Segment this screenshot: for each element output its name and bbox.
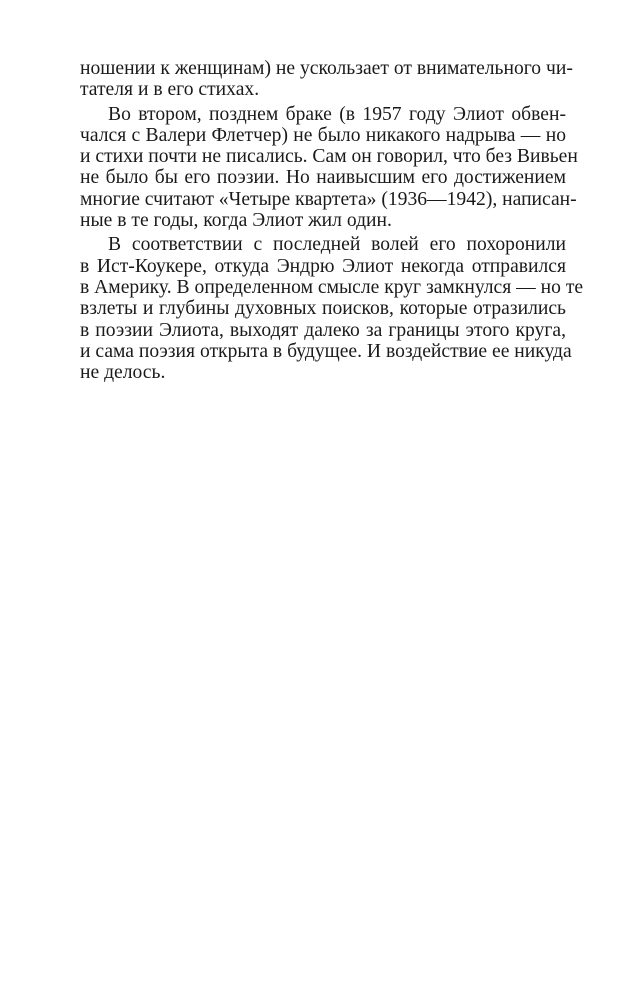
text-line: в поэзии Элиота, выходят далеко за границы этого круга,: [80, 319, 566, 341]
text-line: в Ист-Коукере, откуда Эндрю Элиот некогда отправился: [80, 255, 566, 277]
text-line: чался с Валери Флетчер) не было никакого надрыва — но: [80, 124, 566, 146]
text-line: тателя и в его стихах.: [80, 79, 260, 101]
text-line: ношении к женщинам) не ускользает от внимательного чи-: [80, 58, 573, 79]
text-line: Во втором, позднем браке (в 1957 году Элиот обвен-: [108, 103, 566, 125]
text-line: не было бы его поэзии. Но наивысшим его достижением: [80, 167, 566, 189]
text-line: взлеты и глубины духовных поисков, которые отразились: [80, 298, 566, 320]
text-line: ные в те годы, когда Элиот жил один.: [80, 210, 392, 232]
text-line: многие считают «Четыре квартета» (1936—1942), написан-: [80, 188, 577, 210]
text-line: в Америку. В определенном смысле круг замкнулся — но те: [80, 276, 584, 298]
text-line: В соответствии с последней волей его похоронили: [108, 234, 566, 256]
document-page: [80, 58, 584, 386]
paragraph-2: [80, 103, 578, 232]
text-line: и сама поэзия открыта в будущее. И воздействие ее никуда: [80, 340, 572, 362]
paragraph-1: [80, 58, 573, 101]
text-line: и стихи почти не писались. Сам он говорил, что без Вивьен: [80, 146, 578, 168]
paragraph-3: [80, 234, 584, 384]
text-line: не делось.: [80, 362, 166, 384]
